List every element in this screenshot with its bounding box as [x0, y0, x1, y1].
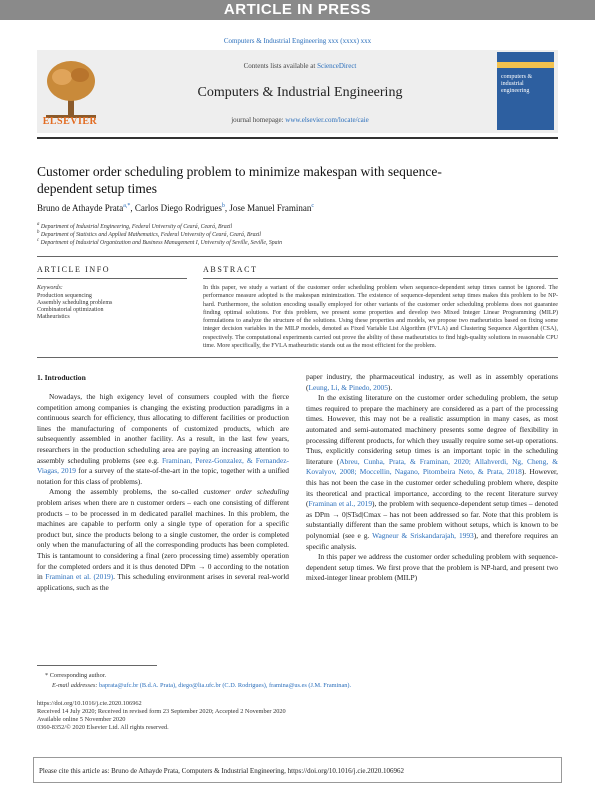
affiliation-sup: b — [37, 230, 40, 235]
author-sup[interactable]: b — [221, 203, 225, 209]
text-run: ). — [387, 382, 393, 392]
homepage-link[interactable]: www.elsevier.com/locate/caie — [285, 116, 369, 124]
text-run: Nowadays, the high exigency level of consumers coupled with the fierce competition among companies is changing the existing production paradigms in a continuous search for efficiency, thus allocating to different facilities or production lines the manufacturing of components of customized products, which are subsequently assembled in another facility. As a result, in the last few years, researchers in the production scheduling area are paying an increasing attention to assembly scheduling problems (see e.g. — [37, 392, 289, 465]
citation-link[interactable]: Leung, Li, & Pinedo, 2005 — [308, 382, 388, 392]
keywords-label: Keywords: — [37, 285, 63, 291]
citation-link[interactable]: Abreu, Cunha, Prata, & Framinan, 2020; Allahverdi, Ng, Cheng, & Kovalyov, 2008; Moccellin, Nagano, Pitombeira Neto, & Prata, 2018 — [306, 456, 558, 477]
citation-link[interactable]: Wagneur & Sriskandarajah, 1993 — [372, 530, 474, 540]
journal-cover — [497, 52, 554, 130]
publisher-name: ELSEVIER — [42, 116, 98, 127]
contents-line — [110, 62, 490, 70]
paragraph — [306, 552, 558, 584]
body-divider — [37, 357, 558, 358]
footnote-rule — [37, 665, 157, 666]
body-column-right — [306, 372, 558, 584]
keyword: Combinatorial optimization — [37, 307, 104, 313]
copyright-line: 0360-8352/© 2020 Elsevier Ltd. All rights reserved. — [37, 724, 169, 731]
cover-text: computers & industrial engineering — [501, 74, 533, 94]
paper-title: Customer order scheduling problem to minimize makespan with sequence-dependent setup times — [37, 164, 442, 196]
author-sup[interactable]: c — [311, 203, 315, 209]
homepage-line — [110, 116, 490, 124]
text-run: for a survey of the state-of-the-art in the topic, together with a unified notation for this class of problems). — [37, 466, 289, 486]
author-sup[interactable]: a,* — [123, 203, 131, 209]
affiliation — [37, 222, 232, 230]
text-run: ). However, this has not been the case in the customer order scheduling problem where, despite its theoretical and practical importance, according to the recent literature survey ( — [306, 467, 558, 509]
available-online-date: Available online 5 November 2020 — [37, 716, 126, 723]
citation-link[interactable]: Framinan et al. (2019) — [45, 572, 114, 582]
affiliation-sup: a — [37, 222, 40, 227]
author-name[interactable]: Bruno de Athayde Prata — [37, 203, 124, 213]
affiliation-sup: c — [37, 238, 40, 243]
author-list: Bruno de Athayde Prata$^{a,*}$, Carlos Diego Rodrigues$^b$, Jose Manuel Framinan$^c$ — [37, 203, 315, 213]
email-footnote — [52, 682, 552, 689]
affiliation-text: Department of Industrial Engineering, Federal University of Ceará, Ceará, Brazil — [40, 223, 233, 230]
footnote-text: Corresponding author. — [49, 672, 107, 679]
affiliation — [37, 238, 282, 246]
author-name[interactable]: Carlos Diego Rodrigues — [134, 203, 222, 213]
header-rule — [37, 137, 558, 139]
article-info-rule — [37, 278, 187, 279]
keyword: Assembly scheduling problems — [37, 300, 113, 306]
introduction-heading: 1. Introduction — [37, 373, 86, 382]
abstract-heading: ABSTRACT — [203, 265, 258, 274]
affiliation-text: Department of Industrial Organization and Business Management I, University of Seville, Seville, Spain — [40, 239, 283, 246]
paragraph — [306, 372, 558, 393]
text-run: problem arises when there are n customer orders – each one consisting of different products – to be processed in m dedicated parallel machines. In this problem, the machines are capable to perform only a single type of operation for a specific product but, since the products belong to a single customer, the order is completed only when the manufacturing of all the corresponding products has been completed. This is tantamount to considering a final (zero processing time) assembly operation for the completed orders and it is thus denoted DPm → 0 according to the notation in — [37, 497, 289, 582]
text-run: paper industry, the pharmaceutical industry, as well as in assembly operations ( — [306, 372, 558, 392]
keyword: Matheuristics — [37, 314, 70, 320]
paragraph — [37, 487, 289, 593]
contents-prefix: Contents lists available at — [243, 62, 318, 70]
affiliation-text: Department of Statistics and Applied Mathematics, Federal University of Ceará, Ceará, Brazil — [40, 231, 262, 238]
text-run: ), and therefore requires an specific analysis. — [306, 530, 558, 551]
email-label: E-mail addresses: — [52, 682, 99, 689]
paragraph — [37, 392, 289, 487]
cover-stripe — [497, 62, 554, 68]
paragraph — [306, 393, 558, 552]
text-run: Among the assembly problems, the so-called — [49, 487, 204, 497]
article-info-heading: ARTICLE INFO — [37, 265, 111, 274]
text-run: In the existing literature on the customer order scheduling problem, the setup times required to prepare the machinery are considered as a part of the processing times. However, this may not be a realistic assumption in many cases, as most automated and semi-automated machinery presents some degree of flexibility in processing different products, for which they usually require some set-up operations. Thus, explicitly considering setup times is an important topic in the scheduling literature ( — [306, 393, 558, 466]
citation-link[interactable]: Framinan et al., 2019 — [308, 499, 373, 509]
text-run: . This scheduling environment arises in several real-world applications, such as the — [37, 572, 289, 592]
email-addresses[interactable]: baprata@ufc.br (B.d.A. Prata), diego@lia.ufc.br (C.D. Rodrigues), framina@us.es (J.M. Framinan). — [99, 682, 352, 689]
doi-link[interactable]: https://doi.org/10.1016/j.cie.2020.106962 — [37, 700, 142, 707]
keyword: Production sequencing — [37, 293, 92, 299]
body-column-left — [37, 392, 289, 593]
section-divider — [37, 256, 558, 257]
sciencedirect-link[interactable]: ScienceDirect — [317, 62, 357, 70]
emphasis: customer order scheduling — [203, 487, 289, 497]
received-dates: Received 14 July 2020; Received in revised form 23 September 2020; Accepted 2 November 2020 — [37, 708, 286, 715]
corresponding-author-note: * Corresponding author. — [45, 672, 107, 679]
affiliation — [37, 230, 261, 238]
homepage-prefix: journal homepage: — [231, 116, 286, 124]
text-run: In this paper we address the customer order scheduling problem with sequence-dependent setup times. We first prove that the problem is NP-hard, and present two mixed-integer linear problem (MILP) — [306, 552, 558, 583]
article-in-press-banner: ARTICLE IN PRESS — [0, 0, 595, 20]
author-name[interactable]: Jose Manuel Framinan — [229, 203, 312, 213]
journal-reference[interactable]: Computers & Industrial Engineering xxx (xxxx) xxx — [223, 37, 372, 45]
citation-box: Please cite this article as: Bruno de Athayde Prata, Computers & Industrial Engineering, https://doi.org/10.1016/j.cie.2020.106962 — [33, 757, 562, 783]
text-run: ), the problem with sequence-dependent setup times – denoted as DPm → 0|STsd|Cmax – has not been addressed so far. Note that this problem is substantially different than the same problem without setups, which is known to be polynomial (see e g. — [306, 499, 558, 540]
journal-title: Computers & Industrial Engineering — [197, 85, 403, 100]
abstract-text: In this paper, we study a variant of the customer order scheduling problem when sequence-dependent setup times cannot be ignored. The performance measure adopted is the makespan minimization. The existence of sequence-dependent setup times makes this problem to be NP-hard. Furthermore, the solution encoding usually employed for other variants of the customer order scheduling problems does not guarantee finding optimal solutions. For this problem, we present some properties and develop two Mixed Integer Linear Programming (MILP) formulations to analyze the structure of the solutions. Using these properties and models, we propose two matheuristics based on fixing some integer decision variables in the MILP models, denoted as Fixed Variable List Algorithm (FVLA) and Clustering Sequence Algorithm (CSA), respectively. The computational experiments carried out prove the ability of these matheuristics to find high-quality solutions in reasonable CPU time. More specifically, the FVLA matheuristic stands out as the most efficient for the problem. — [203, 285, 558, 350]
citation-link[interactable]: Framinan, Perez-Gonzalez, & Fernandez-Viagas, 2019 — [37, 455, 289, 476]
abstract-rule — [203, 278, 558, 279]
